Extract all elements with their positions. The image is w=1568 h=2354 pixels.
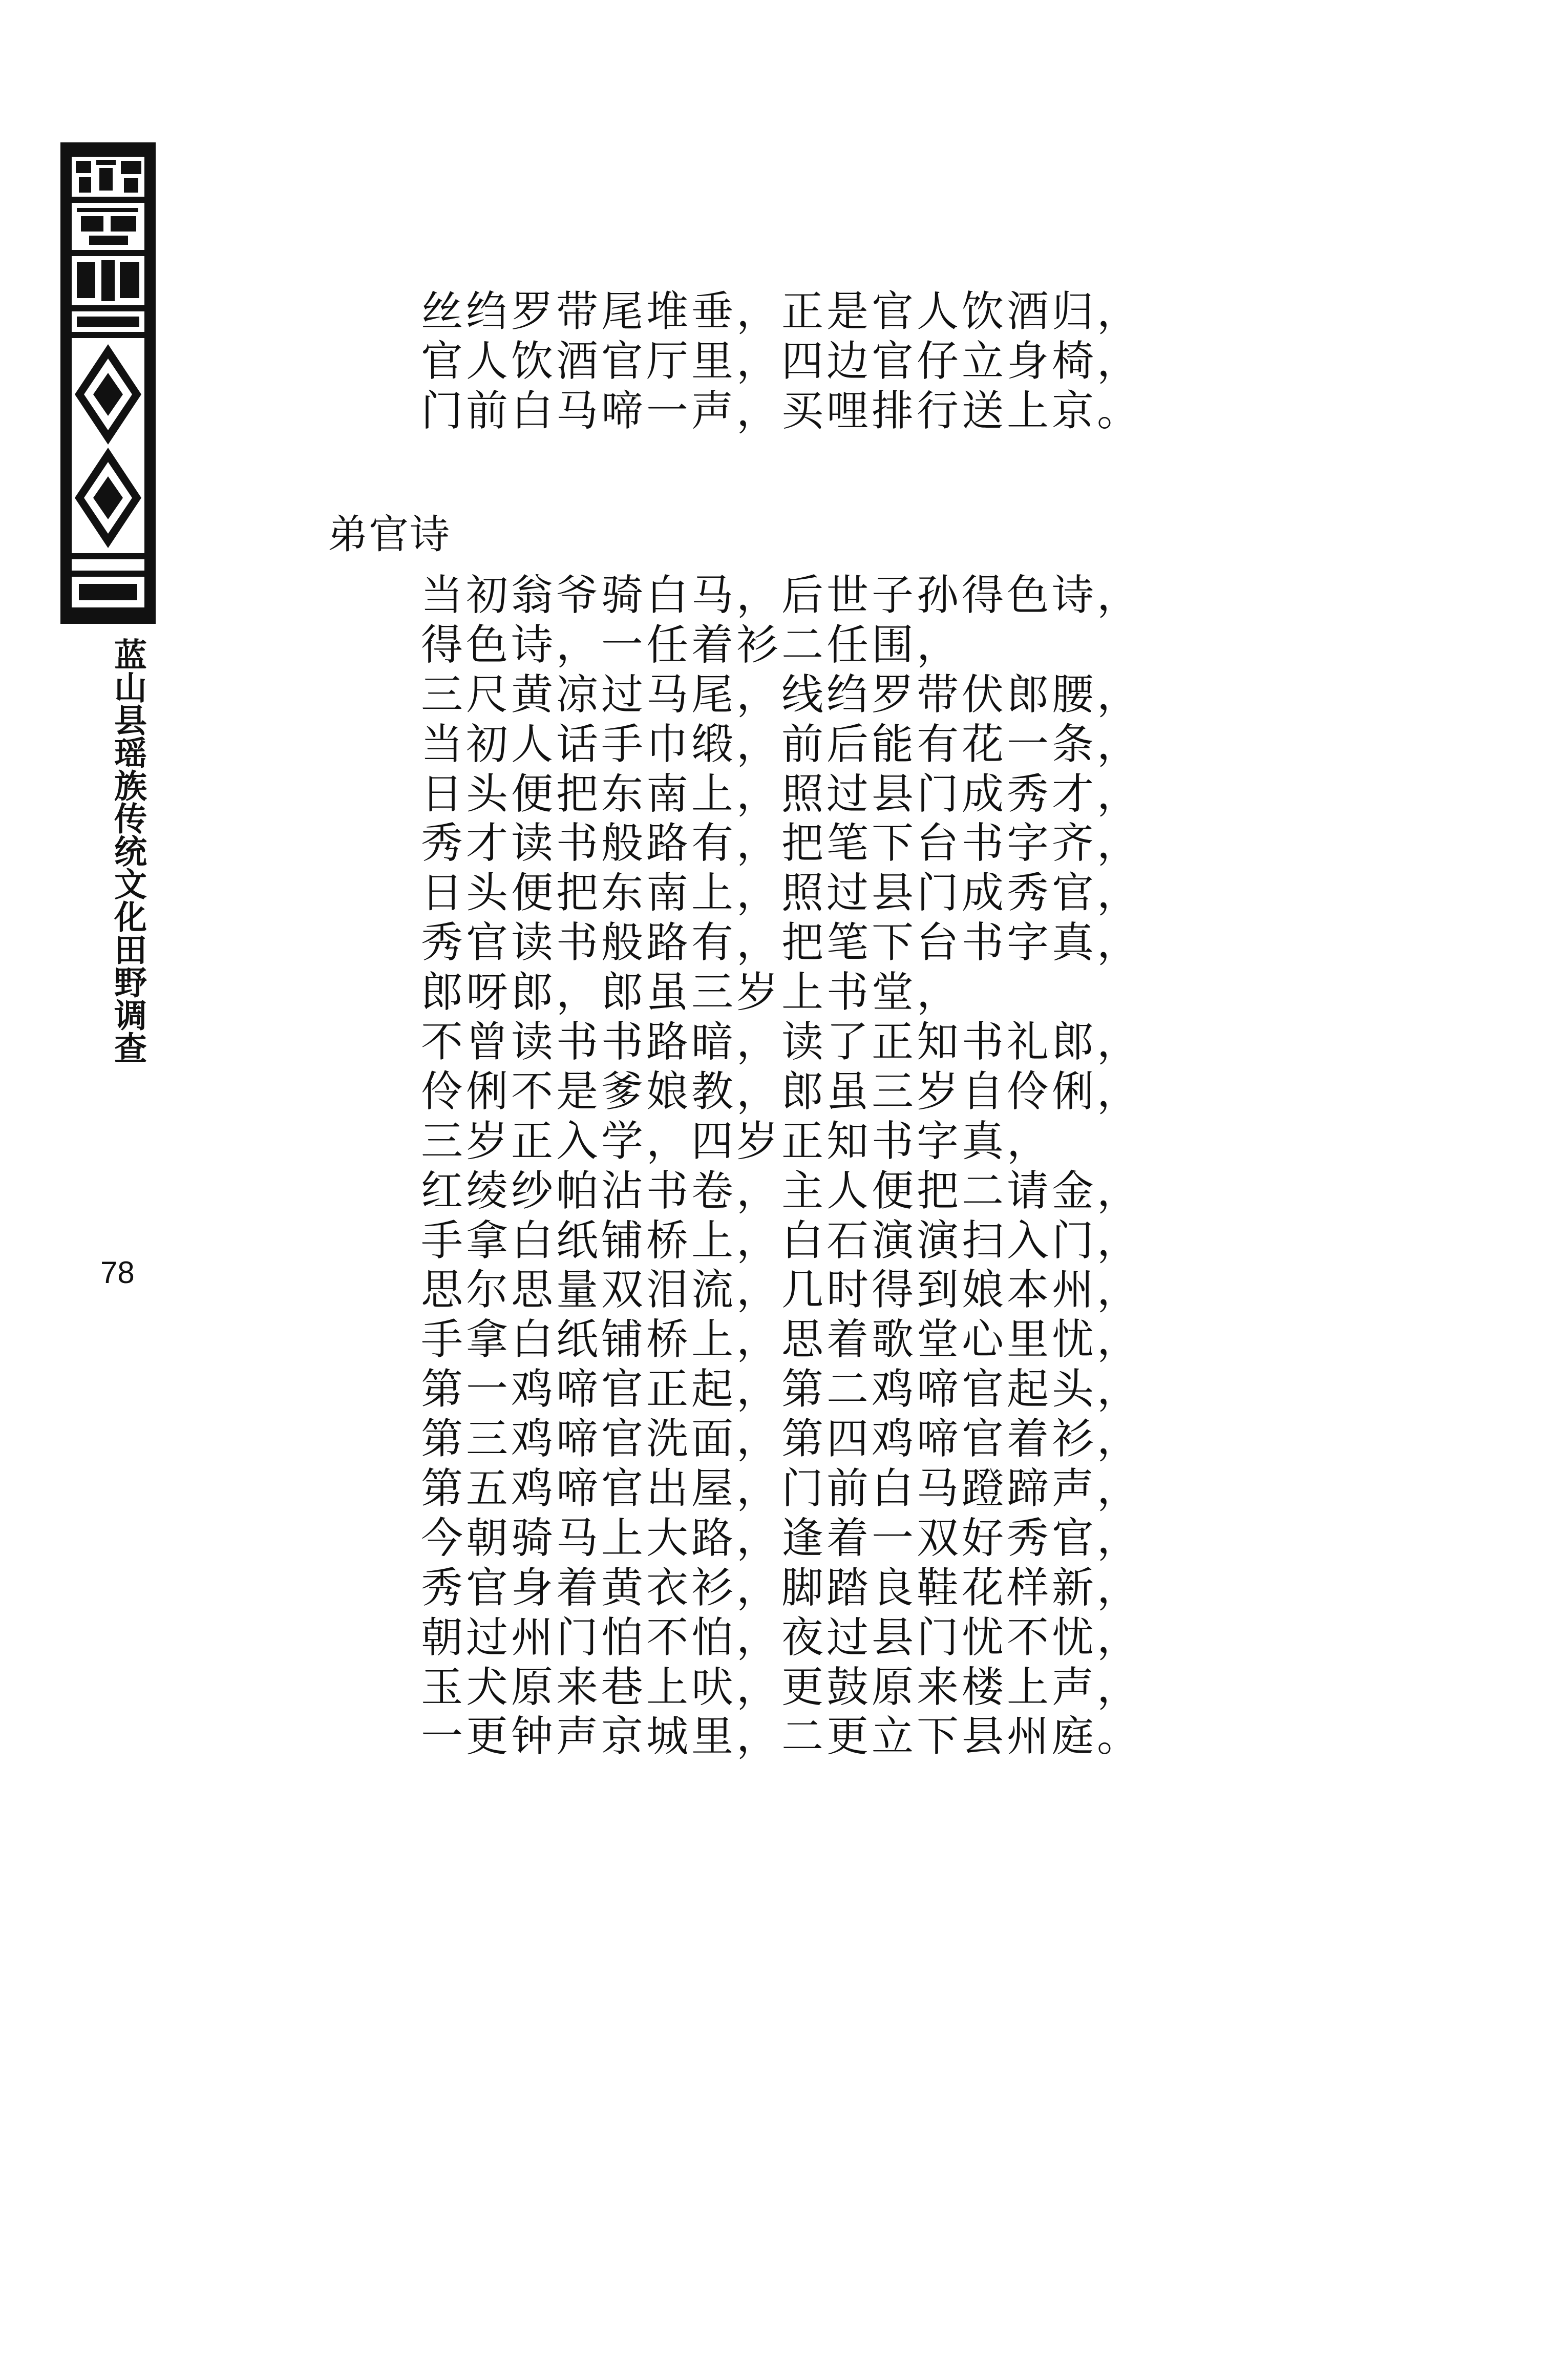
verse-line: 日头便把东南上，照过县门成秀才， — [421, 769, 1142, 818]
verse-line: 当初翁爷骑白马，后世子孙得色诗， — [421, 571, 1142, 620]
verse-line: 手拿白纸铺桥上，思着歌堂心里忧， — [421, 1315, 1142, 1364]
verse-line: 丝绉罗带尾堆垂，正是官人饮酒归， — [421, 287, 1142, 336]
verse-line: 秀官读书般路有，把笔下台书字真， — [421, 918, 1142, 968]
verse-line: 一更钟声京城里，二更立下县州庭。 — [421, 1712, 1142, 1761]
verse-line: 伶俐不是爹娘教，郎虽三岁自伶俐， — [421, 1067, 1142, 1116]
verse-line: 三尺黄凉过马尾，线绉罗带伏郎腰， — [421, 670, 1142, 719]
verse-line: 第五鸡啼官出屋，门前白马蹬蹄声， — [421, 1464, 1142, 1514]
verse-line: 今朝骑马上大路，逢着一双好秀官， — [421, 1514, 1142, 1563]
verse-line: 当初人话手巾缎，前后能有花一条， — [421, 720, 1142, 769]
verse-line: 第一鸡啼官正起，第二鸡啼官起头， — [421, 1365, 1142, 1414]
verse-line: 得色诗，一任着衫二任围， — [421, 620, 962, 669]
page-content — [328, 287, 1454, 1762]
verse-line: 官人饮酒官厅里，四边官仔立身椅， — [421, 337, 1142, 386]
poem-2 — [328, 571, 1454, 1762]
poem-1 — [328, 287, 1454, 436]
verse-line: 门前白马啼一声，买哩排行送上京。 — [421, 387, 1142, 435]
spine-ornament-pattern — [60, 142, 156, 624]
verse-line: 手拿白纸铺桥上，白石演演扫入门， — [421, 1216, 1142, 1265]
verse-line: 红绫纱帕沾书卷，主人便把二请金， — [421, 1166, 1142, 1215]
verse-line: 秀才读书般路有，把笔下台书字齐， — [421, 819, 1142, 868]
ornament-pattern-icon — [69, 154, 147, 613]
verse-line: 郎呀郎，郎虽三岁上书堂， — [421, 968, 962, 1017]
verse-line: 思尔思量双泪流，几时得到娘本州， — [421, 1266, 1142, 1315]
book-title: 蓝山县瑶族传统文化田野调查 — [109, 638, 146, 1064]
verse-line: 朝过州门怕不怕，夜过县门忧不忧， — [421, 1613, 1142, 1662]
verse-line: 日头便把东南上，照过县门成秀官， — [421, 869, 1142, 918]
verse-line: 三岁正入学，四岁正知书字真， — [421, 1117, 1052, 1166]
verse-line: 第三鸡啼官洗面，第四鸡啼官着衫， — [421, 1415, 1142, 1464]
page-number: 78 — [100, 1255, 135, 1290]
verse-line: 秀官身着黄衣衫，脚踏良鞋花样新， — [421, 1563, 1142, 1612]
verse-line: 玉犬原来巷上吠，更鼓原来楼上声， — [421, 1663, 1142, 1712]
verse-line: 不曾读书书路暗，读了正知书礼郎， — [421, 1018, 1142, 1067]
section-title: 弟官诗 — [328, 512, 451, 558]
